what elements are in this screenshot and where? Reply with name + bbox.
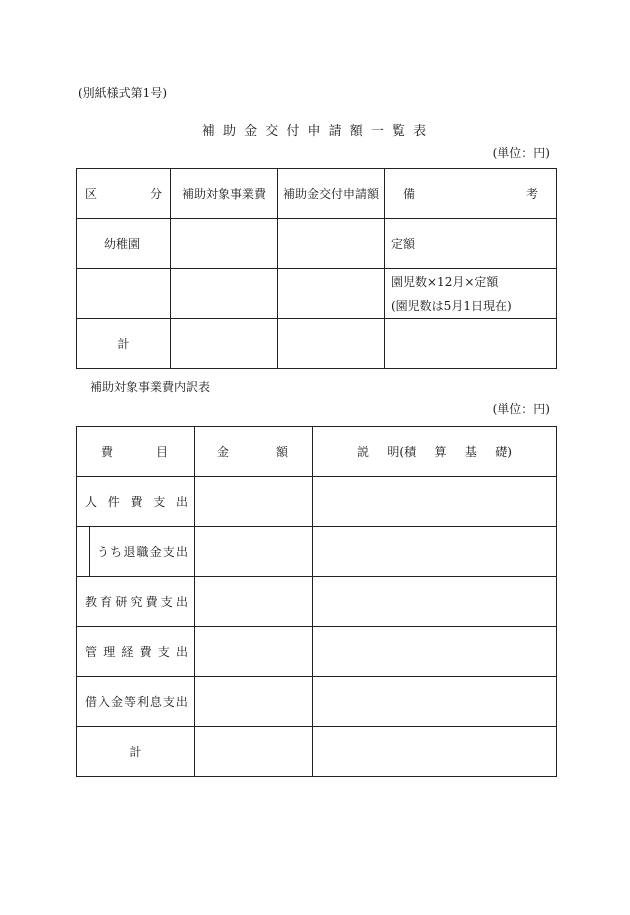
requested-amount-cell[interactable] <box>278 319 385 369</box>
amount-cell[interactable] <box>195 627 313 677</box>
amount-cell[interactable] <box>195 677 313 727</box>
table-row <box>77 627 557 677</box>
breakdown-unit-label: (単位：円) <box>492 402 550 416</box>
table-row <box>77 727 557 777</box>
table-row <box>77 319 557 369</box>
item-administration: 管 理 経 費 支 出 <box>77 627 195 677</box>
header-requested-amount: 補助金交付申請額 <box>278 169 385 219</box>
amount-cell[interactable] <box>195 477 313 527</box>
header-kubun: 区 分 <box>77 169 171 219</box>
header-amount: 金 額 <box>195 427 313 477</box>
unit-label: (単位：円) <box>492 146 550 160</box>
header-remarks: 備 考 <box>385 169 557 219</box>
explanation-cell[interactable] <box>313 527 557 577</box>
table-row <box>77 219 557 269</box>
explanation-cell[interactable] <box>313 577 557 627</box>
eligible-cost-cell[interactable] <box>171 269 278 319</box>
summary-table <box>76 168 557 369</box>
category-cell <box>77 269 171 319</box>
table-row <box>77 577 557 627</box>
requested-amount-cell[interactable] <box>278 219 385 269</box>
total-label-cell: 計 <box>77 727 195 777</box>
header-explanation: 説 明(積 算 基 礎) <box>313 427 557 477</box>
table-header-row <box>77 169 557 219</box>
amount-cell[interactable] <box>195 727 313 777</box>
document-title: 補 助 金 交 付 申 請 額 一 覧 表 <box>201 124 429 139</box>
explanation-cell[interactable] <box>313 677 557 727</box>
header-eligible-cost: 補助対象事業費 <box>171 169 278 219</box>
eligible-cost-cell[interactable] <box>171 219 278 269</box>
remarks-cell <box>385 319 557 369</box>
table-row <box>77 477 557 527</box>
eligible-cost-cell[interactable] <box>171 319 278 369</box>
header-item: 費 目 <box>77 427 195 477</box>
breakdown-title: 補助対象事業費内訳表 <box>90 380 211 394</box>
explanation-cell[interactable] <box>313 727 557 777</box>
amount-cell[interactable] <box>195 527 313 577</box>
explanation-cell[interactable] <box>313 627 557 677</box>
table-row <box>77 527 557 577</box>
form-number: (別紙様式第1号) <box>78 86 167 100</box>
total-label-cell: 計 <box>77 319 171 369</box>
breakdown-table <box>76 426 557 777</box>
table-row <box>77 269 557 319</box>
item-education-research: 教 育 研 究 費 支 出 <box>77 577 195 627</box>
table-row <box>77 677 557 727</box>
item-loan-interest: 借 入 金 等 利 息 支 出 <box>77 677 195 727</box>
explanation-cell[interactable] <box>313 477 557 527</box>
item-retirement: う ち 退 職 金 支 出 <box>77 527 195 577</box>
amount-cell[interactable] <box>195 577 313 627</box>
table-header-row <box>77 427 557 477</box>
item-personnel: 人 件 費 支 出 <box>77 477 195 527</box>
remarks-cell: 定額 <box>385 219 557 269</box>
remarks-cell: 園児数×12月×定額 (園児数は5月1日現在) <box>385 269 557 319</box>
category-cell: 幼稚園 <box>77 219 171 269</box>
requested-amount-cell[interactable] <box>278 269 385 319</box>
